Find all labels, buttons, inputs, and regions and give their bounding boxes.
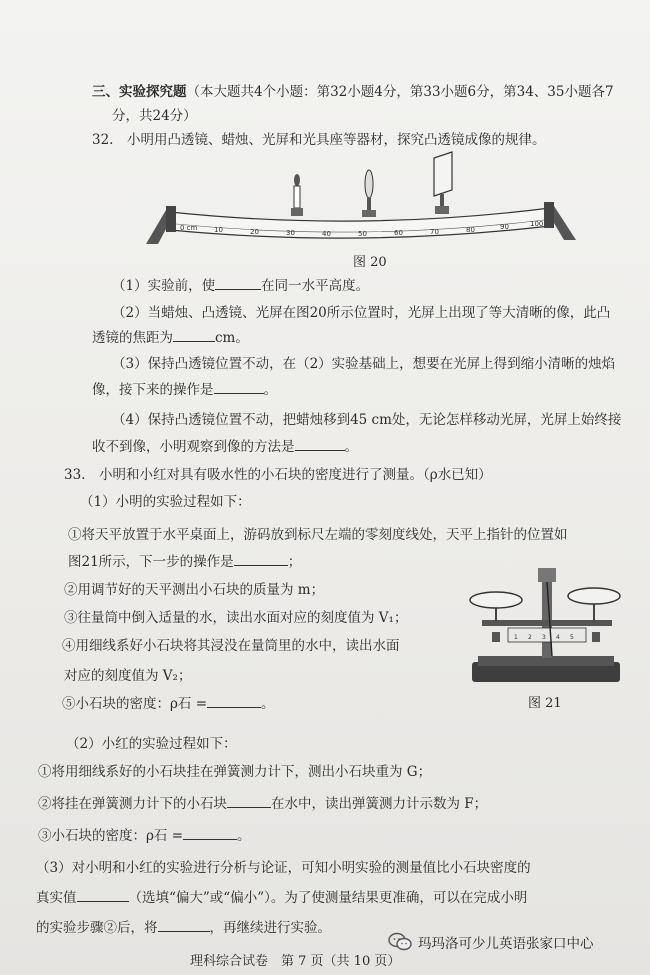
q33-red-step2: ②将挂在弹簧测力计下的小石块 在水中，读出弹簧测力计示数为 F； (38, 796, 488, 812)
bench-right-cap (544, 202, 554, 228)
ruler-label: 50 (358, 230, 367, 238)
answer-blank[interactable] (158, 919, 210, 932)
balance-right-pan (568, 588, 620, 604)
q33-sub3-line1: （3）对小明和小红的实验进行分析与论证，可知小明实验的测量值比小石块密度的 (36, 860, 531, 876)
q33-red-step3: ③小石块的密度：ρ石 = 。 (38, 828, 251, 844)
section-note: （本大题共4个小题：第32小题4分，第33小题6分，第34、35小题各7 (186, 84, 614, 100)
figure-20-optical-bench (140, 148, 580, 248)
answer-blank[interactable] (173, 329, 215, 342)
answer-blank[interactable] (295, 438, 345, 451)
wechat-icon (388, 932, 412, 952)
svg-text:4: 4 (556, 634, 560, 641)
svg-text:1: 1 (514, 634, 518, 641)
ruler-label: 10 (214, 226, 223, 234)
answer-blank[interactable] (227, 795, 271, 808)
q33-step5: ⑤小石块的密度：ρ石 = 。 (62, 696, 275, 712)
figure-21-caption: 图 21 (528, 696, 562, 711)
q32-part3-line1: （3）保持凸透镜位置不动，在（2）实验基础上，想要在光屏上得到缩小清晰的烛焰 (112, 356, 616, 372)
answer-blank[interactable] (215, 277, 261, 290)
balance-beam (482, 620, 612, 626)
answer-blank[interactable] (183, 827, 237, 840)
q32-part4-line2: 收不到像，小明观察到像的方法是 。 (92, 439, 358, 455)
svg-text:2: 2 (528, 634, 532, 641)
page-footer: 理科综合试卷 第 7 页（共 10 页） (190, 954, 401, 969)
answer-blank[interactable] (77, 889, 129, 902)
bench-left-cap (166, 206, 176, 232)
ruler-label: 0 cm (180, 224, 198, 232)
ruler-label: 100 (530, 220, 544, 228)
svg-text:5: 5 (570, 634, 574, 641)
watermark (388, 932, 594, 952)
q33-sub3-line3: 的实验步骤②后，将 ，再继续进行实验。 (36, 920, 331, 936)
q33-step4-line2: 对应的刻度值为 V₂； (64, 668, 192, 684)
section-note-cont: 分，共24分） (112, 108, 197, 124)
q32-part1: （1）实验前，使 在同一水平高度。 (112, 278, 370, 294)
section-header (92, 80, 614, 100)
q33-step4-line1: ④用细线系好小石块将其浸没在量筒里的水中，读出水面 (62, 638, 400, 654)
q32-part2-line1: （2）当蜡烛、凸透镜、光屏在图20所示位置时，光屏上出现了等大清晰的像，此凸 (112, 305, 611, 321)
watermark-text: 玛玛洛可少儿英语张家口中心 (418, 936, 594, 952)
ruler-label: 30 (286, 229, 295, 237)
q33-step1-line2: 图21所示，下一步的操作是 ； (68, 554, 302, 570)
q33-step1-line1: ①将天平放置于水平桌面上，游码放到标尺左端的零刻度线处，天平上指针的位置如 (68, 527, 568, 543)
answer-blank[interactable] (207, 695, 261, 708)
balance-left-pan (470, 592, 522, 608)
convex-lens (362, 170, 376, 217)
q33-sub1: （1）小明的实验过程如下： (80, 494, 251, 510)
answer-blank[interactable] (214, 381, 264, 394)
q33-stem: 33. 小明和小红对具有吸水性的小石块的密度进行了测量。（ρ水已知） (64, 467, 492, 483)
q33-step3: ③往量筒中倒入适量的水，读出水面对应的刻度值为 V₁； (64, 610, 408, 626)
q32-part3-line2: 像，接下来的操作是 。 (92, 382, 277, 398)
candle (291, 174, 303, 216)
q33-step2: ②用调节好的天平测出小石块的质量为 m； (64, 582, 325, 598)
q33-red-step1: ①将用细线系好的小石块挂在弹簧测力计下，测出小石块重为 G； (38, 764, 432, 780)
svg-text:3: 3 (542, 634, 546, 641)
figure-20-caption: 图 20 (353, 255, 387, 270)
section-title: 三、实验探究题 (92, 84, 187, 100)
q32-stem: 32. 小明用凸透镜、蜡烛、光屏和光具座等器材，探究凸透镜成像的规律。 (92, 132, 546, 148)
ruler-label: 60 (394, 229, 403, 237)
ruler-label: 90 (500, 223, 509, 231)
answer-blank[interactable] (234, 553, 288, 566)
q32-part2-line2: 透镜的焦距为 cm。 (92, 330, 249, 346)
light-screen (434, 152, 452, 214)
q33-sub3-line2: 真实值 （选填“偏大”或“偏小”）。为了使测量结果更准确，可以在完成小明 (36, 890, 528, 906)
ruler-label: 80 (466, 226, 475, 234)
ruler-label: 20 (250, 228, 259, 236)
ruler-label: 40 (322, 230, 331, 238)
q32-part4-line1: （4）保持凸透镜位置不动，把蜡烛移到45 cm处，无论怎样移动光屏，光屏上始终接 (112, 412, 622, 428)
q33-sub2: （2）小红的实验过程如下： (66, 736, 237, 752)
figure-21-balance (462, 560, 632, 690)
balance-scale (508, 628, 586, 642)
ruler-label: 70 (430, 228, 439, 236)
